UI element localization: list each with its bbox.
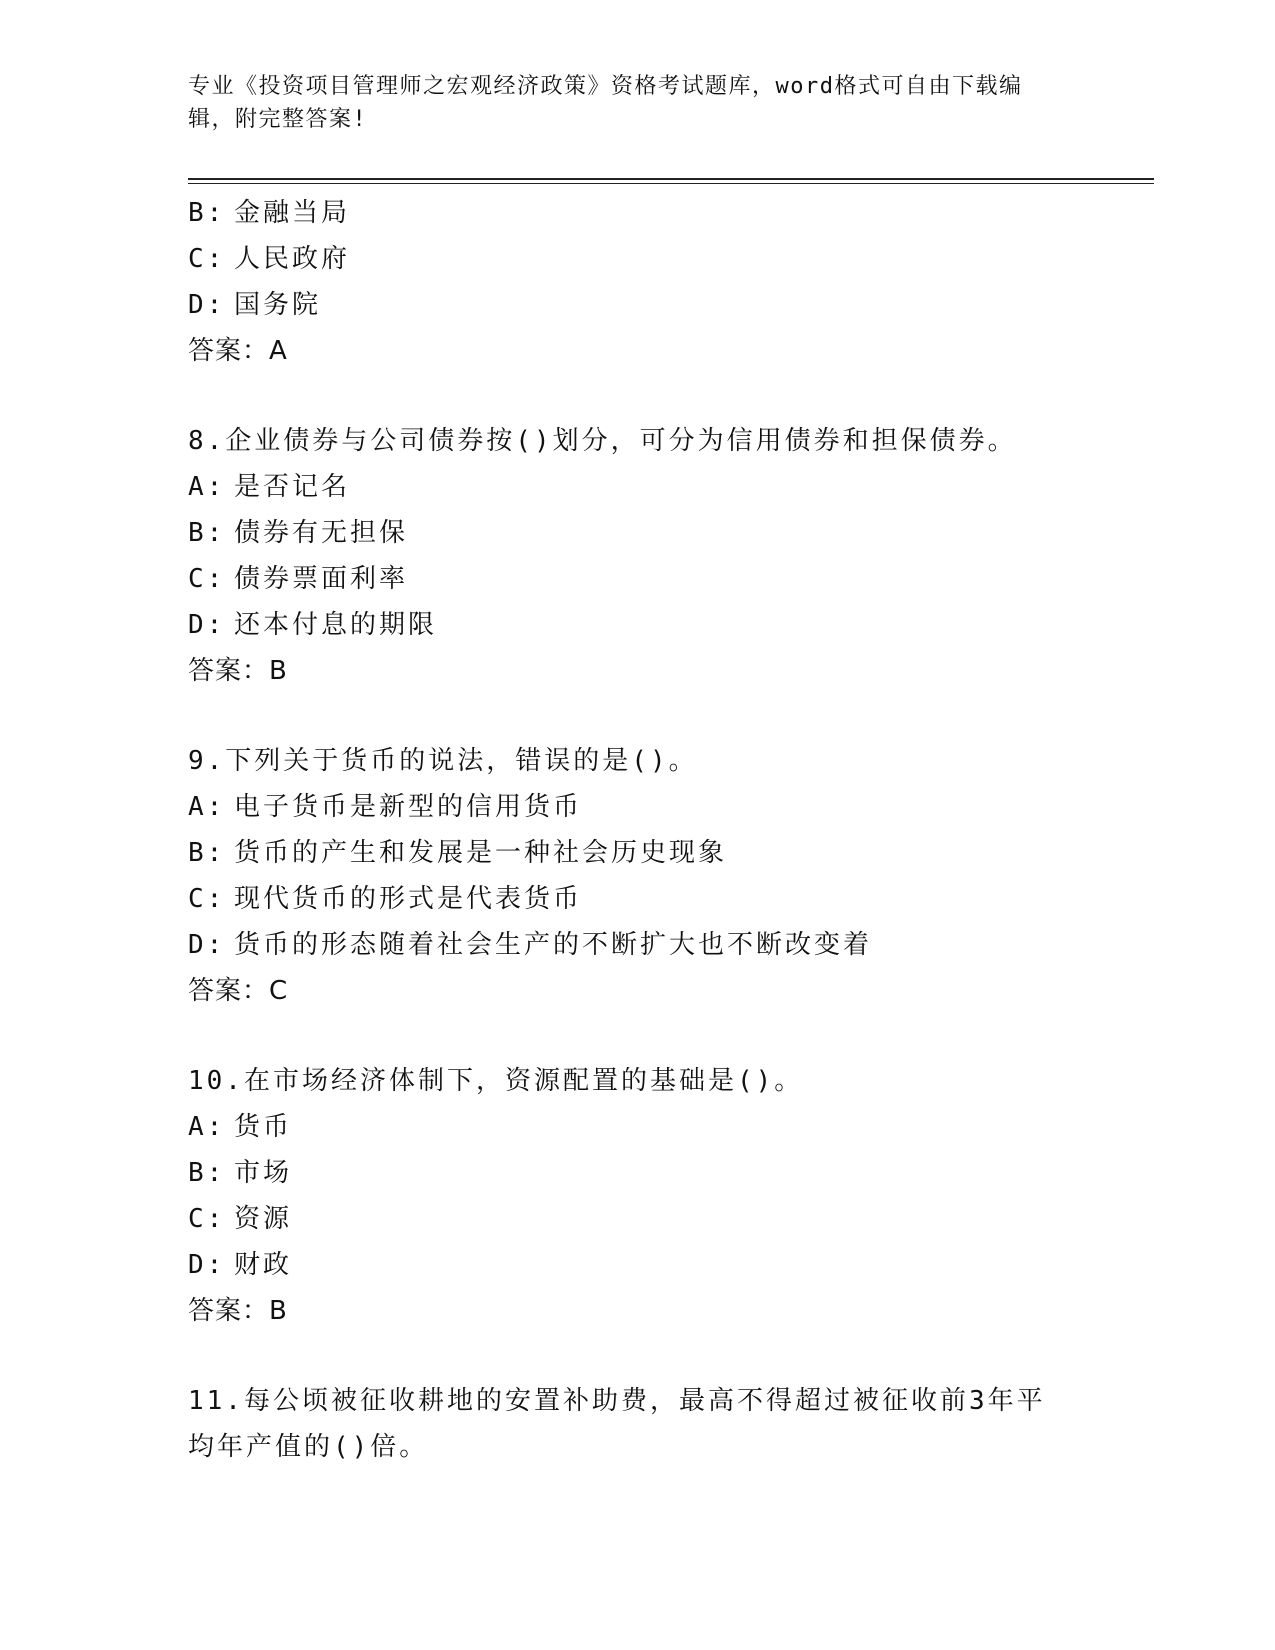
document-header: 专业《投资项目管理师之宏观经济政策》资格考试题库，word格式可自由下载编辑，附完整答案! [188,74,1023,132]
option-line [188,1104,1118,1150]
option-label: A: [188,472,226,502]
question-block [188,1378,1118,1470]
option-text: 金融当局 [234,198,351,228]
option-text: 货币的产生和发展是一种社会历史现象 [234,838,728,868]
option-line [188,510,1118,556]
option-line [188,464,1118,510]
option-label: B: [188,838,226,868]
option-label: A: [188,792,226,822]
option-line [188,784,1118,830]
option-line [188,556,1118,602]
option-text: 资源 [234,1204,293,1234]
previous-question-block [188,190,1118,374]
option-text: 电子货币是新型的信用货币 [234,792,583,822]
option-text: 国务院 [234,290,322,320]
answer-line: 答案：B [188,656,288,686]
option-label: D: [188,290,226,320]
answer-line: 答案：A [188,336,288,366]
question-stem: 9.下列关于货币的说法，错误的是()。 [188,746,698,776]
option-line [188,922,1118,968]
question-stem: 11.每公顷被征收耕地的安置补助费，最高不得超过被征收前3年平均年产值的()倍。 [188,1386,1046,1462]
option-text: 债券票面利率 [234,564,409,594]
option-text: 人民政府 [234,244,351,274]
header-divider-thin [188,183,1154,184]
option-text: 是否记名 [234,472,351,502]
option-label: B: [188,518,226,548]
option-text: 债券有无担保 [234,518,409,548]
option-line [188,1242,1118,1288]
option-label: B: [188,198,226,228]
question-stem: 10.在市场经济体制下，资源配置的基础是()。 [188,1066,804,1096]
option-text: 还本付息的期限 [234,610,438,640]
option-label: A: [188,1112,226,1142]
option-line [188,190,1118,236]
option-text: 财政 [234,1250,293,1280]
option-line [188,1196,1118,1242]
option-label: C: [188,884,226,914]
option-text: 货币的形态随着社会生产的不断扩大也不断改变着 [234,930,873,960]
question-block [188,1058,1118,1334]
option-label: D: [188,610,226,640]
option-line [188,602,1118,648]
option-line [188,282,1118,328]
option-label: B: [188,1158,226,1188]
option-text: 现代货币的形式是代表货币 [234,884,583,914]
answer-line: 答案：B [188,1296,288,1326]
option-label: C: [188,244,226,274]
option-label: D: [188,1250,226,1280]
option-line [188,1150,1118,1196]
question-stem: 8.企业债券与公司债券按()划分，可分为信用债券和担保债券。 [188,426,1017,456]
option-line [188,830,1118,876]
question-block [188,738,1118,1014]
option-text: 货币 [234,1112,293,1142]
question-list [188,190,1118,1470]
option-label: C: [188,564,226,594]
option-label: C: [188,1204,226,1234]
answer-line: 答案：C [188,976,289,1006]
option-line [188,876,1118,922]
option-text: 市场 [234,1158,293,1188]
header-divider-thick [188,178,1154,180]
option-label: D: [188,930,226,960]
question-block [188,418,1118,694]
option-line [188,236,1118,282]
